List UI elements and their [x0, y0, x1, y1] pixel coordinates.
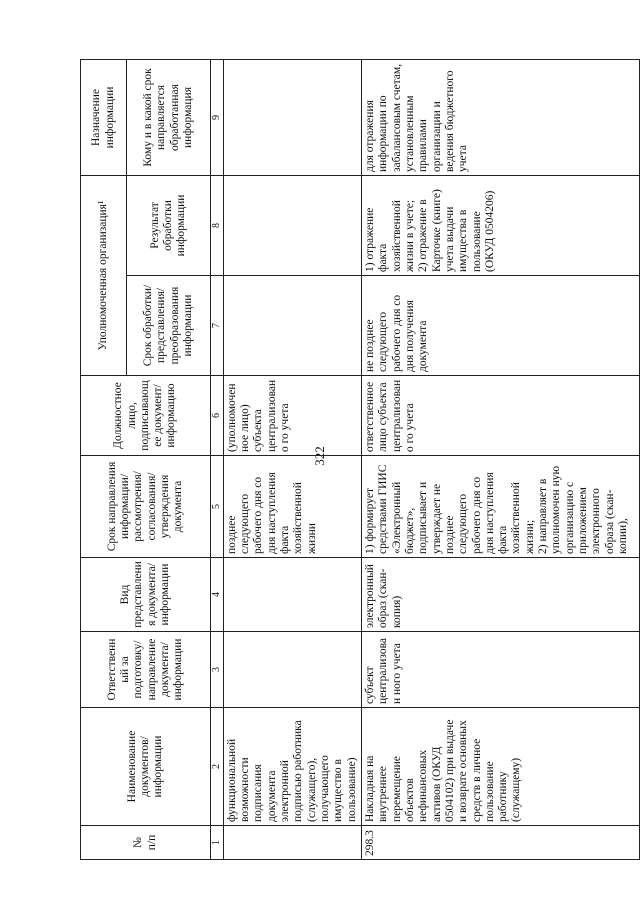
cell-no [223, 826, 361, 860]
cell-recipient: для отражения информации по забалансовым счетам, установленным правилами организации и ведения бюджетного учета [361, 59, 639, 175]
cell-result: 1) отражение факта хозяйственной жизни в учете; 2) отражение в Карточке (книге) учета выдачи имущества в пользование (ОКУД 0504206) [361, 175, 639, 275]
header-term: Срок направления информации/ рассмотрения/ согласования/ утверждения документа [81, 456, 211, 558]
cell-kind [223, 558, 361, 632]
cell-term: 1) формирует средствами ГИИС «Электронный бюджет», подписывает и утверждает не позднее следующего рабочего дня со дня наступления факта хозяйственной жизни; 2) направляет в уполномочен ную организацию с приложением электронного образа (скан-копии), [361, 456, 639, 558]
cell-result [223, 175, 361, 275]
header-no: № п/п [81, 826, 211, 860]
cell-name: функциональной возможности подписания документа электронной подписью работника (служащего), получающего имущество в пользование) [223, 708, 361, 826]
column-number: 1 [211, 826, 224, 860]
page-number: 322 [312, 446, 327, 466]
cell-responsible [223, 632, 361, 708]
document-table [80, 59, 640, 860]
header-name: Наименование документов/ информации [81, 708, 211, 826]
column-number: 6 [211, 376, 224, 456]
column-number: 7 [211, 276, 224, 376]
header-recipient: Кому и в какой срок направляется обработанная информация [127, 59, 211, 175]
column-number: 9 [211, 59, 224, 175]
header-responsible: Ответственный за подготовку/ направление документа/ информации [81, 632, 211, 708]
column-number: 8 [211, 175, 224, 275]
cell-official: (уполномочен ное лицо) субъекта централизовано го учета [223, 376, 361, 456]
cell-official: ответственное лицо субъекта централизовано го учета [361, 376, 639, 456]
column-number: 5 [211, 456, 224, 558]
header-result: Результат обработки информации [127, 175, 211, 275]
header-official: Должностное лицо, подписывающее документ/ информацию [81, 376, 211, 456]
cell-kind: электронный образ (скан-копия) [361, 558, 639, 632]
table-row [223, 59, 361, 859]
table-row [361, 59, 639, 859]
column-number: 4 [211, 558, 224, 632]
header-authorized: Уполномоченная организация¹ [81, 175, 127, 375]
header-purpose: Назначение информации [81, 59, 127, 175]
column-number: 2 [211, 708, 224, 826]
document-table-container [80, 60, 640, 860]
column-number: 3 [211, 632, 224, 708]
cell-processing-term: не позднее следующего рабочего дня со дня получения документа [361, 276, 639, 376]
cell-recipient [223, 59, 361, 175]
cell-responsible: субъект централизован ного учета [361, 632, 639, 708]
header-processing-term: Срок обработки/ представления/ преобразования информации [127, 276, 211, 376]
cell-name: Накладная на внутреннее перемещение объектов нефинансовых активов (ОКУД 0504102) при выдаче и возврате основных средств в личное пользование работнику (служащему) [361, 708, 639, 826]
cell-no: 298.3 [361, 826, 639, 860]
cell-processing-term [223, 276, 361, 376]
cell-term: позднее следующего рабочего дня со дня наступления факта хозяйственной жизни [223, 456, 361, 558]
header-kind: Вид представления документа/ информации [81, 558, 211, 632]
